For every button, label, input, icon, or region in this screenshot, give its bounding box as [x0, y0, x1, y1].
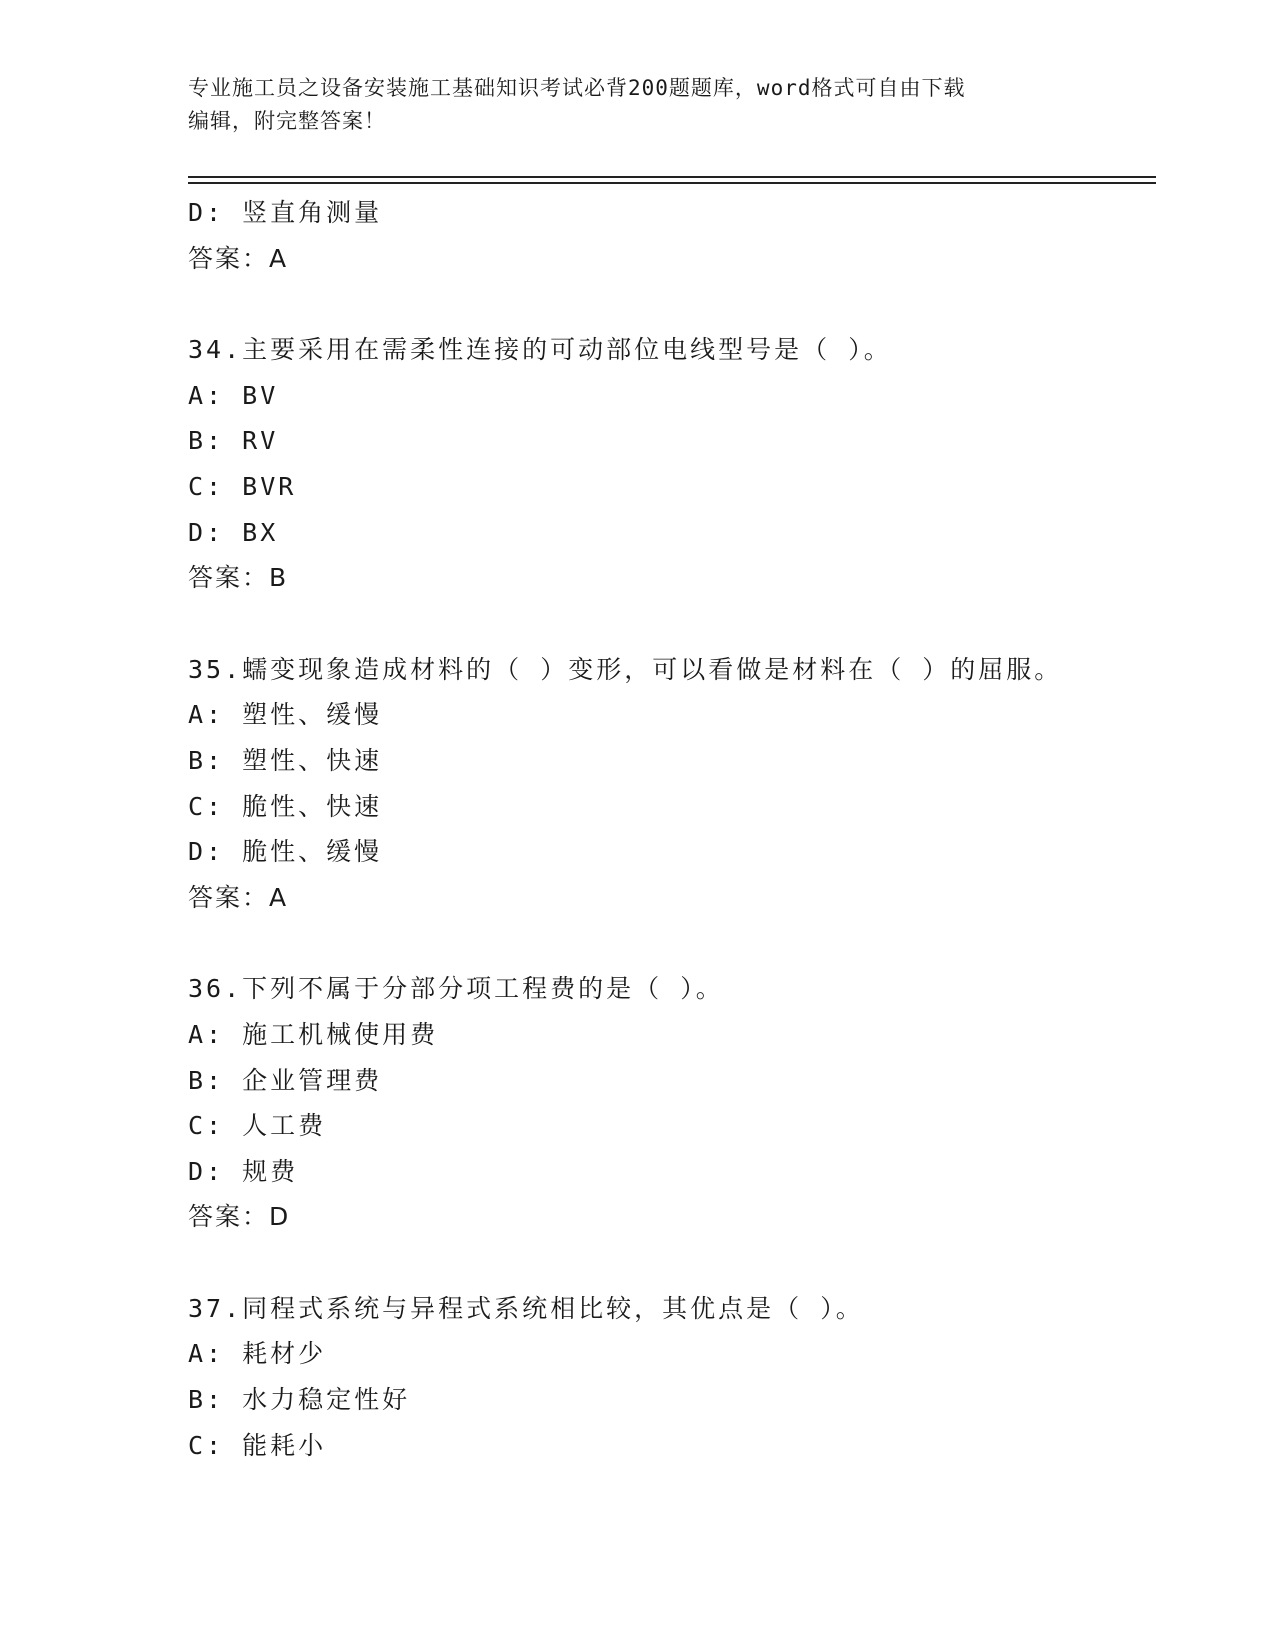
- spacer: [188, 1240, 1148, 1286]
- header-line-2: 编辑，附完整答案！: [188, 109, 386, 133]
- question-text: 35.蠕变现象造成材料的（ ）变形，可以看做是材料在（ ）的屈服。: [188, 654, 1063, 684]
- header-divider-top: [188, 176, 1156, 178]
- question-text: 37.同程式系统与异程式系统相比较，其优点是（ ）。: [188, 1293, 864, 1323]
- option-d: D: 脆性、缓慢: [188, 837, 383, 867]
- option-c: C: 脆性、快速: [188, 791, 383, 821]
- question-text: 36.下列不属于分部分项工程费的是（ ）。: [188, 974, 724, 1004]
- answer-line: 答案：A: [188, 882, 289, 912]
- option-c: C: BVR: [188, 471, 297, 501]
- option-c: C: 人工费: [188, 1111, 327, 1141]
- answer-line: 答案：B: [188, 563, 289, 593]
- spacer: [188, 601, 1148, 647]
- option-d: D: 规费: [188, 1156, 299, 1186]
- option-b: B: 企业管理费: [188, 1065, 383, 1095]
- answer-line: 答案：A: [188, 243, 289, 273]
- answer-line: 答案：D: [188, 1202, 291, 1232]
- question-37: [188, 1286, 1148, 1468]
- spacer: [188, 281, 1148, 327]
- option-d: D: 竖直角测量: [188, 198, 383, 227]
- header-divider-bottom: [188, 182, 1156, 184]
- question-list: [188, 190, 1148, 1468]
- spacer: [188, 920, 1148, 966]
- option-a: A: 耗材少: [188, 1339, 327, 1369]
- previous-question-tail: [188, 190, 1148, 281]
- question-text: 34.主要采用在需柔性连接的可动部位电线型号是（ ）。: [188, 335, 892, 365]
- question-36: [188, 966, 1148, 1240]
- question-34: [188, 327, 1148, 601]
- option-a: A: 塑性、缓慢: [188, 700, 383, 730]
- header-line-1: 专业施工员之设备安装施工基础知识考试必背200题题库，word格式可自由下载: [188, 76, 966, 100]
- option-d: D: BX: [188, 517, 279, 547]
- option-a: A: BV: [188, 380, 279, 410]
- question-35: [188, 647, 1148, 921]
- document-header: [188, 72, 1068, 138]
- option-a: A: 施工机械使用费: [188, 1019, 439, 1049]
- option-b: B: RV: [188, 426, 279, 456]
- option-c: C: 能耗小: [188, 1430, 327, 1460]
- option-b: B: 塑性、快速: [188, 745, 383, 775]
- option-b: B: 水力稳定性好: [188, 1385, 411, 1415]
